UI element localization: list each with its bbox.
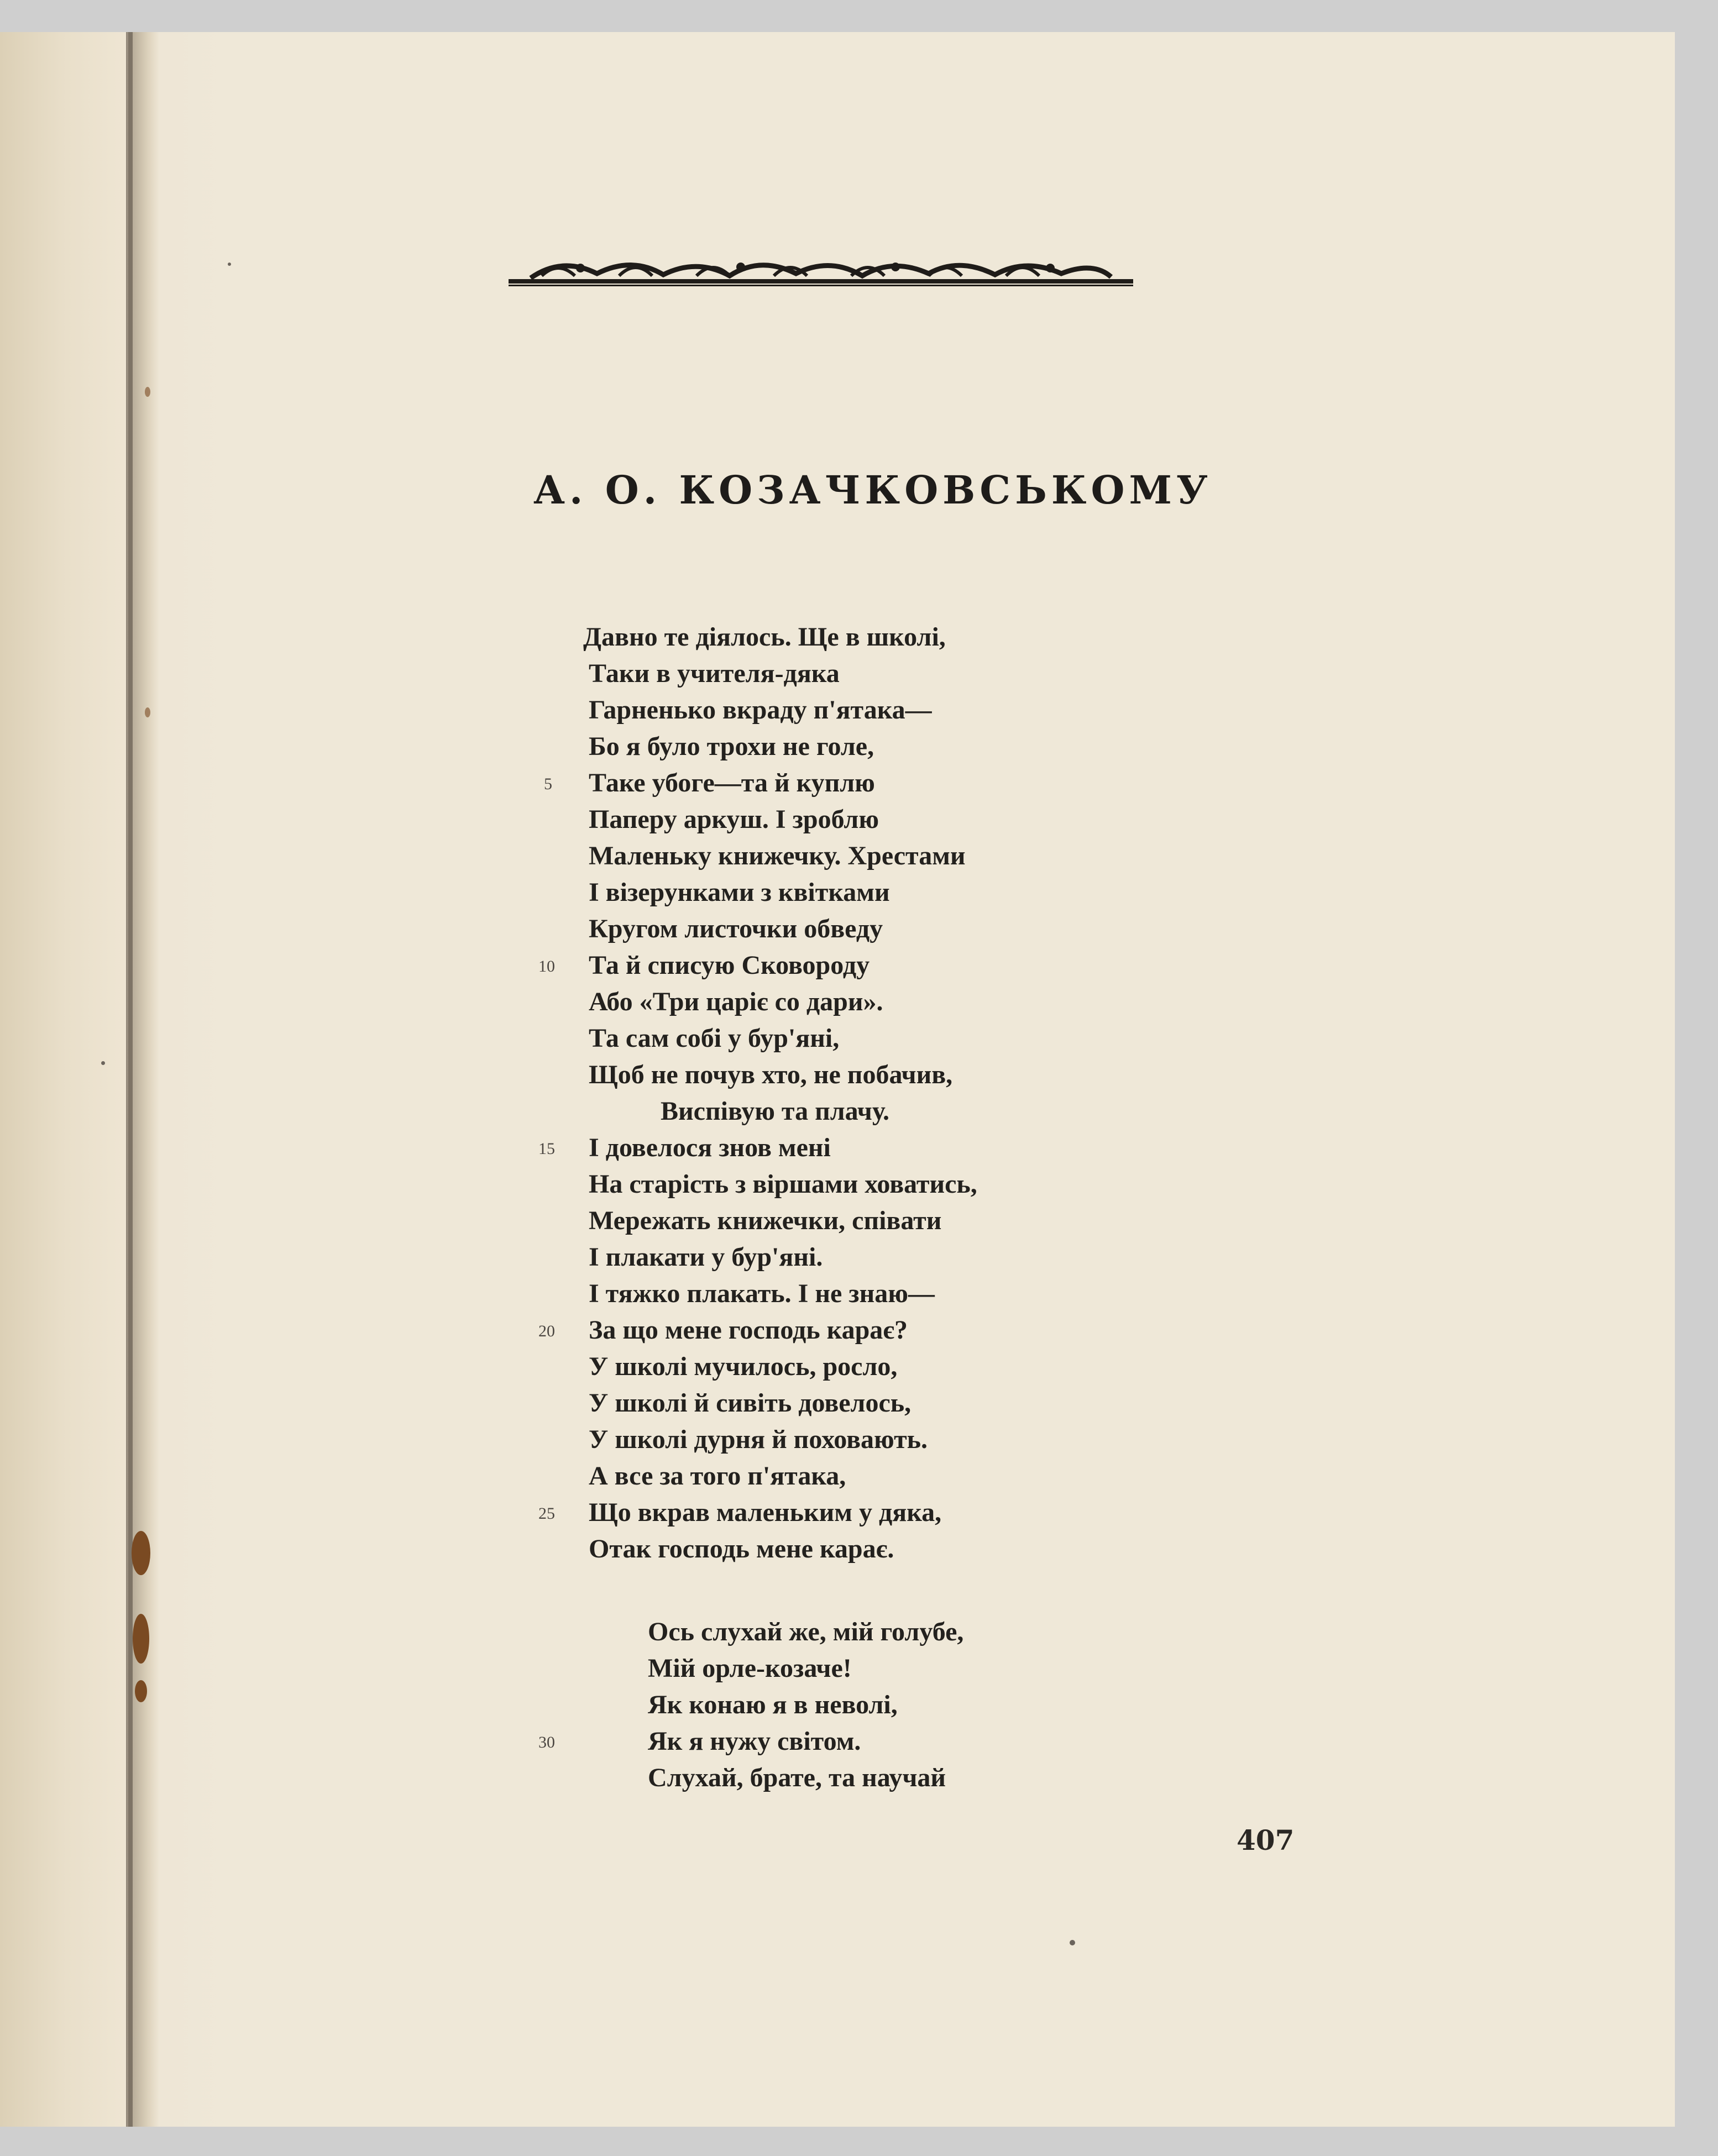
page-number: 407 — [1237, 1824, 1295, 1856]
line-number: 15 — [538, 1140, 555, 1158]
paper-stain — [145, 387, 150, 397]
line-number: 20 — [538, 1322, 555, 1340]
poem-line: І довелося знов мені — [589, 1133, 831, 1162]
poem-line: Як конаю я в неволі, — [648, 1690, 898, 1719]
poem-line: Слухай, брате, та научай — [648, 1763, 946, 1792]
poem-line: Мій орле-козаче! — [648, 1654, 852, 1683]
poem-line: Отак господь мене карає. — [589, 1534, 894, 1564]
ornament-icon — [509, 251, 1133, 290]
paper-stain — [132, 1531, 150, 1575]
poem-line: Кругом листочки обведу — [589, 914, 883, 943]
line-number: 10 — [538, 957, 555, 975]
poem-line: Виспівую та плачу. — [661, 1097, 890, 1126]
poem-line: Гарненько вкраду п'ятака— — [589, 695, 932, 725]
paper-stain — [133, 1614, 149, 1664]
paper-speck — [101, 1061, 105, 1065]
poem-line: Таки в учителя-дяка — [589, 659, 840, 688]
poem-line: У школі дурня й поховають. — [589, 1425, 928, 1454]
poem-line: І візерунками з квітками — [589, 878, 890, 907]
poem-line: Та сам собі у бур'яні, — [589, 1024, 840, 1053]
poem-line: Мережать книжечки, співати — [589, 1206, 942, 1235]
poem-line: Бо я було трохи не голе, — [589, 732, 874, 761]
poem-line: У школі мучилось, росло, — [589, 1352, 898, 1381]
poem-line: За що мене господь карає? — [589, 1315, 908, 1345]
gutter-line — [128, 32, 133, 2127]
poem-line: Щоб не почув хто, не побачив, — [589, 1060, 953, 1089]
poem-line: А все за того п'ятака, — [589, 1461, 846, 1491]
paper-stain — [135, 1680, 147, 1702]
poem-title: А. О. КОЗАЧКОВСЬКОМУ — [533, 467, 1212, 513]
poem-line: І тяжко плакать. І не знаю— — [589, 1279, 935, 1308]
poem-line: Ось слухай же, мій голубе, — [648, 1617, 964, 1646]
line-number: 5 — [544, 775, 552, 793]
line-number: 30 — [538, 1733, 555, 1751]
poem-line: Таке убоге—та й куплю — [589, 768, 875, 798]
poem-line: Як я нужу світом. — [648, 1727, 861, 1756]
poem-line: У школі й сивіть довелось, — [589, 1388, 912, 1418]
poem-line: Або «Три царіє со дари». — [589, 987, 883, 1016]
line-number: 25 — [538, 1504, 555, 1523]
poem-line: Що вкрав маленьким у дяка, — [589, 1498, 942, 1527]
poem-line: Паперу аркуш. І зроблю — [589, 805, 879, 834]
paper-speck — [1070, 1940, 1075, 1945]
poem-line: Маленьку книжечку. Хрестами — [589, 841, 966, 870]
poem-line: Давно те діялось. Ще в школі, — [583, 622, 946, 652]
poem-line: Та й списую Сковороду — [589, 951, 870, 980]
poem-line: На старість з віршами ховатись, — [589, 1169, 977, 1199]
poem-line: І плакати у бур'яні. — [589, 1242, 823, 1272]
paper-stain — [145, 707, 150, 717]
paper-speck — [228, 263, 231, 266]
